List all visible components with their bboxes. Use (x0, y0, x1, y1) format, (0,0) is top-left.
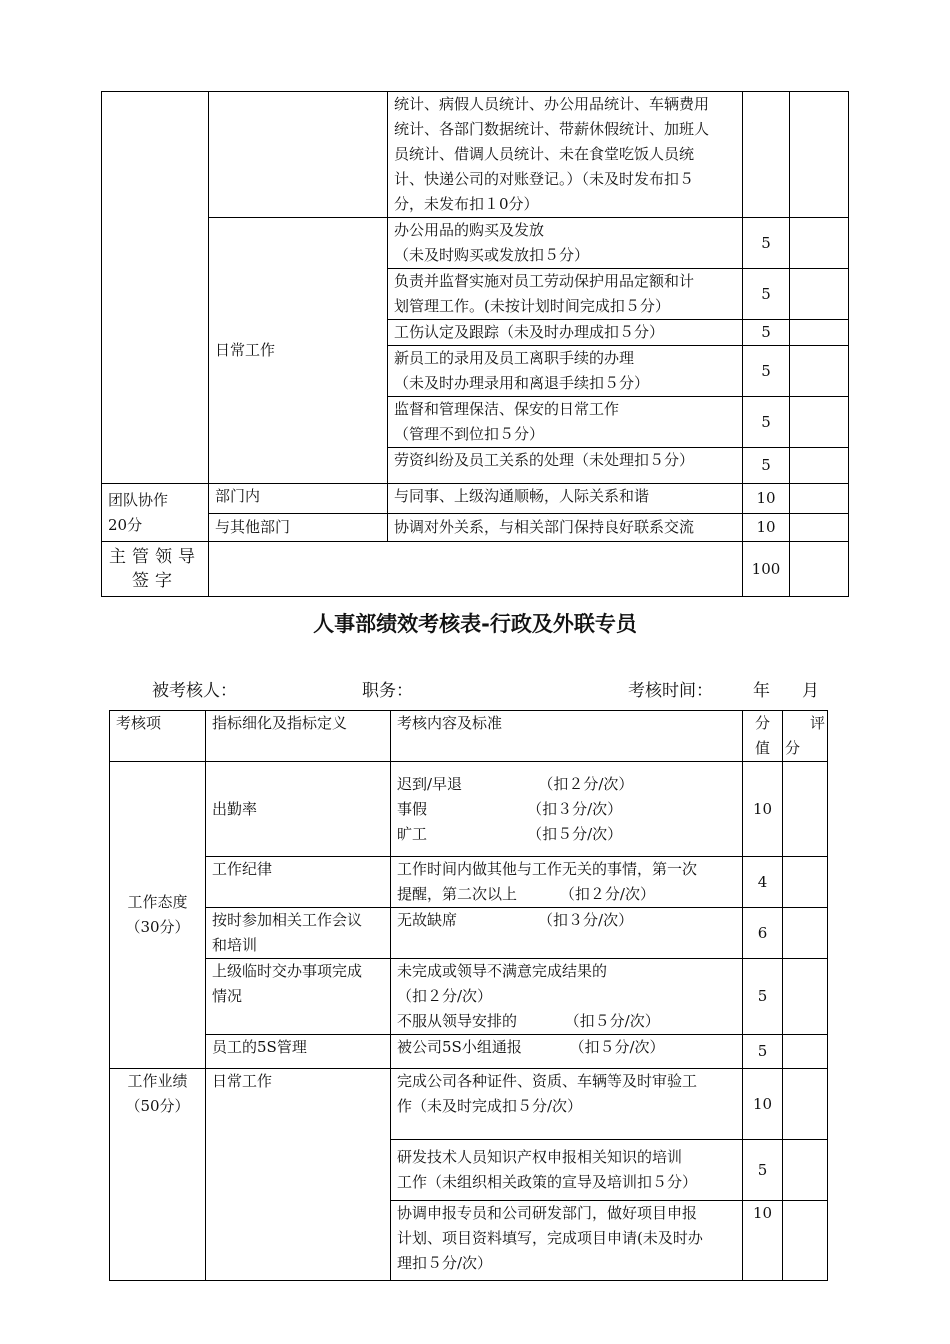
score-value: 10 (743, 514, 790, 542)
content-cell: 监督和管理保洁、保安的日常工作 （管理不到位扣５分） (388, 397, 743, 448)
score-input-cell[interactable] (783, 959, 828, 1035)
score-value: 5 (743, 448, 790, 484)
indicator-daily-work: 日常工作 (209, 218, 388, 484)
position-label: 职务： (362, 681, 413, 701)
score-input-cell[interactable] (790, 92, 849, 218)
supervisor-signature-label: 主管领导 签字 (102, 542, 209, 597)
content-cell: 协调对外关系，与相关部门保持良好联系交流 (388, 514, 743, 542)
score-value: 10 (743, 1201, 783, 1281)
score-input-cell[interactable] (783, 908, 828, 959)
content-cell: 劳资纠纷及员工关系的处理（未处理扣５分） (388, 448, 743, 484)
supervisor-signature-field[interactable] (209, 542, 743, 597)
score-input-cell[interactable] (790, 514, 849, 542)
total-score-input-cell[interactable] (790, 542, 849, 597)
score-value: 5 (743, 320, 790, 346)
score-input-cell[interactable] (783, 1140, 828, 1201)
score-input-cell[interactable] (790, 269, 849, 320)
score-value: 5 (743, 218, 790, 269)
score-value: 4 (743, 857, 783, 908)
content-cell: 工作时间内做其他与工作无关的事情，第一次 提醒，第二次以上 （扣２分/次） (391, 857, 743, 908)
indicator-work-discipline: 工作纪律 (206, 857, 391, 908)
content-line: 员统计、借调人员统计、未在食堂吃饭人员统 (394, 145, 695, 163)
content-cell: 完成公司各种证件、资质、车辆等及时审验工 作（未及时完成扣５分/次） (391, 1069, 743, 1140)
content-cell: 负责并监督实施对员工劳动保护用品定额和计 划管理工作。(未按计划时间完成扣５分） (388, 269, 743, 320)
score-value: 6 (743, 908, 783, 959)
content-line: 分，未发布扣１0分） (394, 195, 539, 213)
score-value: 5 (743, 346, 790, 397)
score-value: 5 (743, 269, 790, 320)
content-line: 计、快递公司的对账登记。）（未及时发布扣５ (394, 170, 695, 188)
content-cell: 迟到/早退 （扣２分/次） 事假 （扣３分/次） 旷工 （扣５分/次） (391, 762, 743, 857)
score-value: 5 (743, 1140, 783, 1201)
indicator-other-departments: 与其他部门 (209, 514, 388, 542)
content-cell (388, 92, 743, 218)
assessment-time-label: 考核时间： (628, 681, 713, 701)
header-value: 分 值 (743, 711, 783, 762)
month-label: 月 (802, 681, 819, 701)
score-input-cell[interactable] (790, 218, 849, 269)
score-input-cell[interactable] (783, 762, 828, 857)
score-input-cell[interactable] (783, 1201, 828, 1281)
content-cell: 未完成或领导不满意完成结果的 （扣２分/次） 不服从领导安排的 （扣５分/次） (391, 959, 743, 1035)
score-value: 10 (743, 1069, 783, 1140)
category-work-performance: 工作业绩 （50分） (110, 1069, 206, 1281)
content-cell: 无故缺席 （扣３分/次） (391, 908, 743, 959)
assessment-table (109, 710, 828, 1281)
content-cell: 与同事、上级沟通顺畅，人际关系和谐 (388, 484, 743, 514)
indicator-within-department: 部门内 (209, 484, 388, 514)
indicator-meetings-training: 按时参加相关工作会议 和培训 (206, 908, 391, 959)
content-cell: 办公用品的购买及发放 （未及时购买或发放扣５分） (388, 218, 743, 269)
score-value: 10 (743, 762, 783, 857)
score-input-cell[interactable] (790, 484, 849, 514)
header-content-standard: 考核内容及标准 (391, 711, 743, 762)
assessment-table-continued (101, 91, 849, 597)
category-work-attitude: 工作态度 （30分） (110, 762, 206, 1069)
indicator-temporary-tasks: 上级临时交办事项完成 情况 (206, 959, 391, 1035)
year-label: 年 (753, 681, 770, 701)
score-input-cell[interactable] (790, 448, 849, 484)
score-input-cell[interactable] (783, 857, 828, 908)
content-cell: 协调申报专员和公司研发部门，做好项目申报 计划、项目资料填写，完成项目申请(未及时办 理扣５分/次） (391, 1201, 743, 1281)
content-line: 统计、各部门数据统计、带薪休假统计、加班人 (394, 120, 710, 138)
content-cell: 工伤认定及跟踪（未及时办理成扣５分） (388, 320, 743, 346)
score-input-cell[interactable] (783, 1035, 828, 1069)
indicator-daily-work: 日常工作 (206, 1069, 391, 1281)
score-input-cell[interactable] (790, 346, 849, 397)
page-title: 人事部绩效考核表-行政及外联专员 (313, 612, 637, 636)
score-input-cell[interactable] (790, 320, 849, 346)
header-assessment-item: 考核项 (110, 711, 206, 762)
header-indicator: 指标细化及指标定义 (206, 711, 391, 762)
score-input-cell[interactable] (783, 1069, 828, 1140)
total-score: 100 (743, 542, 790, 597)
category-team-collaboration: 团队协作 20分 (102, 484, 209, 542)
score-value: 5 (743, 959, 783, 1035)
score-input-cell[interactable] (790, 397, 849, 448)
header-score: 评 分 (783, 711, 828, 762)
score-value: 5 (743, 1035, 783, 1069)
score-value-cell (743, 92, 790, 218)
content-cell: 新员工的录用及员工离职手续的办理 （未及时办理录用和离退手续扣５分） (388, 346, 743, 397)
category-cell-empty (102, 92, 209, 484)
content-cell: 被公司5S小组通报 （扣５分/次） (391, 1035, 743, 1069)
content-line: 统计、病假人员统计、办公用品统计、车辆费用 (394, 95, 710, 113)
score-value: 10 (743, 484, 790, 514)
content-cell: 研发技术人员知识产权申报相关知识的培训 工作（未组织相关政策的宣导及培训扣５分） (391, 1140, 743, 1201)
indicator-cell-empty (209, 92, 388, 218)
score-value: 5 (743, 397, 790, 448)
indicator-attendance: 出勤率 (206, 762, 391, 857)
indicator-5s-management: 员工的5S管理 (206, 1035, 391, 1069)
assessee-label: 被考核人： (152, 681, 237, 701)
